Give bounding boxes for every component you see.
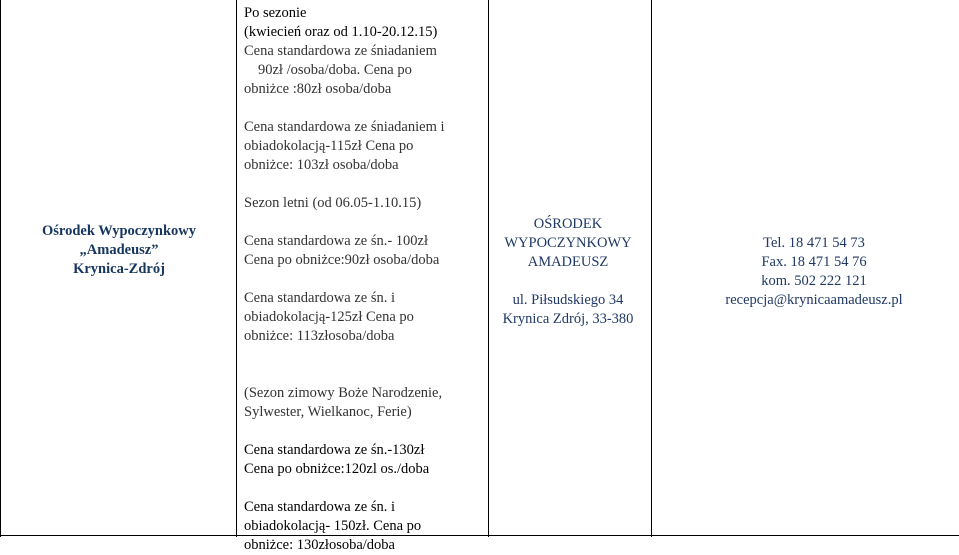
- winter-price2-a: Cena standardowa ze śn. i: [244, 499, 395, 515]
- winter-heading-a: (Sezon zimowy Boże Narodzenie,: [244, 385, 443, 401]
- column-divider-1: [236, 0, 237, 537]
- facility-name-line1: Ośrodek Wypoczynkowy: [41, 223, 197, 239]
- address-name-line3: AMADEUSZ: [527, 254, 609, 270]
- address-name-line2: WYPOCZYNKOWY: [504, 235, 632, 251]
- off-season-price1-a: Cena standardowa ze śniadaniem: [244, 43, 437, 59]
- off-season-price2-b: obiadokolacją-115zł Cena po: [244, 138, 414, 154]
- contact-tel: Tel. 18 471 54 73: [763, 235, 865, 251]
- address-cell: [492, 215, 644, 329]
- table-border-left: [0, 0, 1, 537]
- winter-price2-b: obiadokolacją- 150zł. Cena po: [244, 518, 422, 534]
- contact-cell: [703, 234, 925, 310]
- column-divider-2: [488, 0, 489, 537]
- off-season-price2-c: obniżce: 103zł osoba/doba: [244, 157, 399, 173]
- off-season-dates: (kwiecień oraz od 1.10-20.12.15): [244, 24, 438, 40]
- summer-price2-b: obiadokolacją-125zł Cena po: [244, 309, 414, 325]
- facility-name-line3: Krynica-Zdrój: [73, 261, 165, 277]
- contact-fax: Fax. 18 471 54 76: [761, 254, 867, 270]
- summer-price1-b: Cena po obniżce:90zł osoba/doba: [244, 252, 440, 268]
- contact-email: recepcja@krynicaamadeusz.pl: [725, 292, 903, 308]
- summer-heading: Sezon letni (od 06.05-1.10.15): [244, 195, 422, 211]
- off-season-price2-a: Cena standardowa ze śniadaniem i: [244, 119, 445, 135]
- off-season-price1-b: 90zł /osoba/doba. Cena po: [258, 62, 412, 78]
- contact-mobile: kom. 502 222 121: [761, 273, 867, 289]
- off-season-heading: Po sezonie: [244, 5, 307, 21]
- winter-heading-b: Sylwester, Wielkanoc, Ferie): [244, 404, 412, 420]
- winter-price1-b: Cena po obniżce:120zl os./doba: [244, 461, 430, 477]
- off-season-price1-c: obniżce :80zł osoba/doba: [244, 81, 392, 97]
- address-street: ul. Piłsudskiego 34: [512, 292, 624, 308]
- facility-name-cell: [8, 222, 230, 279]
- column-divider-3: [651, 0, 652, 537]
- winter-price2-c: obniżce: 130złosoba/doba: [244, 537, 395, 553]
- summer-price1-a: Cena standardowa ze śn.- 100zł: [244, 233, 429, 249]
- address-name-line1: OŚRODEK: [533, 216, 603, 232]
- facility-name-line2: „Amadeusz”: [79, 242, 159, 258]
- address-city: Krynica Zdrój, 33-380: [502, 311, 634, 327]
- summer-price2-a: Cena standardowa ze śn. i: [244, 290, 395, 306]
- summer-price2-c: obniżce: 113złosoba/doba: [244, 328, 395, 344]
- price-list-cell: [244, 4, 484, 555]
- winter-price1-a: Cena standardowa ze śn.-130zł: [244, 442, 425, 458]
